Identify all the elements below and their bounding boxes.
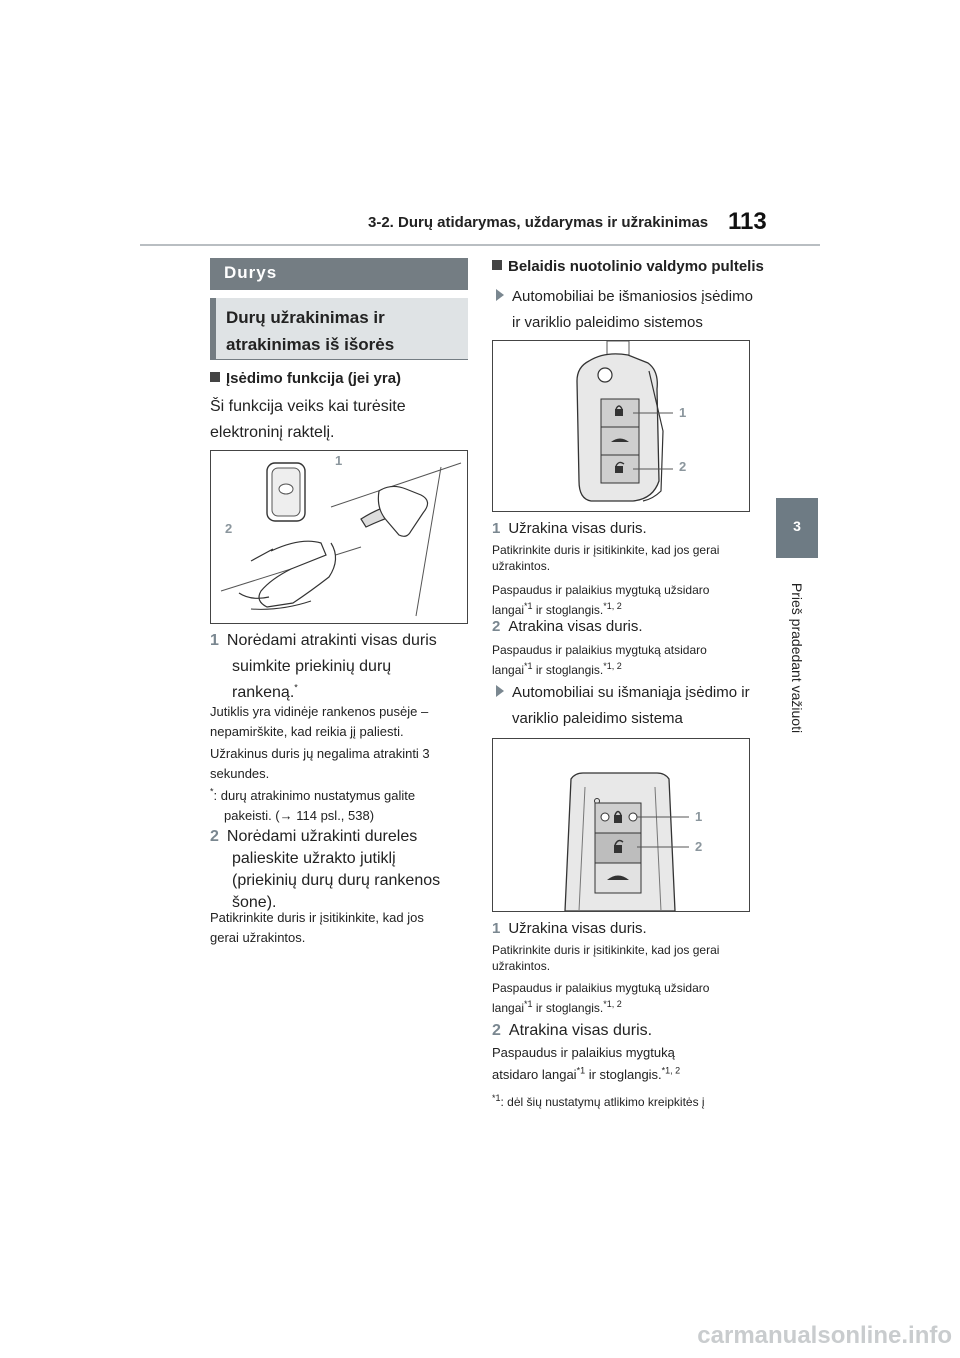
case-with-smart-entry: Automobiliai su išmaniąja įsėdimo ir variklio paleidimo sistema <box>496 680 750 732</box>
fig2-note-check: Patikrinkite duris ir įsitikinkite, kad jos gerai užrakintos. <box>492 943 720 973</box>
chapter-section-title: 3-2. Durų atidarymas, uždarymas ir užrakinimas <box>368 214 709 231</box>
footnote-settings: $^{*1}$: dėl šių nustatymų atlikimo kreipkitės į <box>492 1093 705 1109</box>
case-without-smart-entry: Automobiliai be išmaniosios įsėdimo ir variklio paleidimo sistemos <box>496 284 753 336</box>
chapter-tab-number: 3 <box>793 518 801 534</box>
section-title: Durys <box>210 258 468 290</box>
subsection-title-line: atrakinimas iš išorės <box>226 335 395 354</box>
arrow-bullet-icon <box>496 685 504 697</box>
fig1-note-open: Paspaudus ir palaikius mygtuką atsidaro langai$^{*1}$ ir stoglangis.$^{*1, 2}$ <box>492 643 707 677</box>
fig2-step-2: 2 Atrakina visas duris. <box>492 1022 653 1039</box>
note-check-doors: Patikrinkite duris ir įsitikinkite, kad jos gerai užrakintos. <box>210 910 424 945</box>
door-handle-illustration <box>211 451 467 623</box>
callout-2: 2 <box>679 459 687 474</box>
header-rule <box>140 244 820 246</box>
flip-key-illustration <box>493 341 749 511</box>
fig2-note-close: Paspaudus ir palaikius mygtuką užsidaro langai$^{*1}$ ir stoglangis.$^{*1, 2}$ <box>492 981 710 1015</box>
note-lock-delay: Užrakinus duris jų negalima atrakinti 3 sekundes. <box>210 746 430 781</box>
watermark: carmanualsonline.info <box>697 1322 952 1349</box>
door-handle-figure <box>210 450 468 624</box>
square-bullet-icon <box>492 260 502 270</box>
fig1-note-check: Patikrinkite duris ir įsitikinkite, kad jos gerai užrakintos. <box>492 543 720 573</box>
footnote: *: durų atrakinimo nustatymus galite pakeisti. (→ 114 psl., 538) <box>210 786 416 823</box>
fig2-note-open: Paspaudus ir palaikius mygtuką atsidaro langai$^{*1}$ ir stoglangis.$^{*1, 2}$ <box>492 1045 681 1082</box>
subsection-title-line: Durų užrakinimas ir <box>226 308 385 327</box>
fig1-note-close: Paspaudus ir palaikius mygtuką užsidaro langai$^{*1}$ ir stoglangis.$^{*1, 2}$ <box>492 583 710 617</box>
fig1-step-2: 2 Atrakina visas duris. <box>492 618 643 635</box>
step-2: 2 Norėdami užrakinti dureles palieskite užrakto jutiklį (priekinių durų durų rankenos šone). <box>210 828 441 911</box>
flip-key-figure <box>492 340 750 512</box>
fig2-step-1: 1 Užrakina visas duris. <box>492 920 647 937</box>
callout-2: 2 <box>225 521 233 536</box>
note-sensor: Jutiklis yra vidinėje rankenos pusėje – nepamirškite, kad reikia jį paliesti. <box>210 704 429 739</box>
square-bullet-icon <box>210 372 220 382</box>
arrow-bullet-icon <box>496 289 504 301</box>
entry-heading: Įsėdimo funkcija (jei yra) <box>210 370 401 387</box>
callout-1: 1 <box>695 809 703 824</box>
callout-2: 2 <box>695 839 703 854</box>
entry-body: Ši funkcija veiks kai turėsite elektroninį raktelį. <box>210 398 406 441</box>
smart-key-illustration <box>493 739 749 911</box>
page-number: 113 <box>728 208 767 235</box>
smart-key-figure <box>492 738 750 912</box>
fig1-step-1: 1 Užrakina visas duris. <box>492 520 647 537</box>
subsection-title <box>210 298 468 360</box>
entry-heading-remote: Belaidis nuotolinio valdymo pultelis <box>492 258 764 275</box>
callout-1: 1 <box>335 453 343 468</box>
callout-1: 1 <box>679 405 687 420</box>
chapter-tab-label: Prieš pradedant važiuoti <box>789 582 805 734</box>
step-1: 1 Norėdami atrakinti visas duris suimkite priekinių durų rankeną.* <box>210 632 437 701</box>
